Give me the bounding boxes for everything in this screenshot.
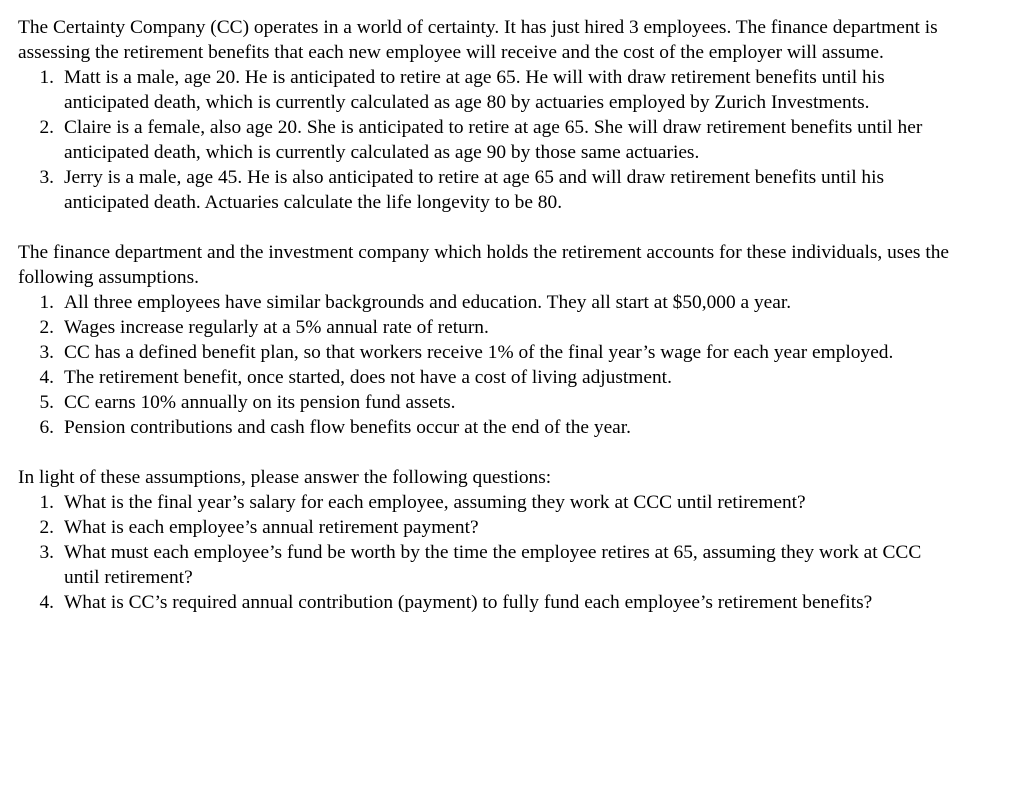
list-number: 3. bbox=[39, 542, 54, 563]
spacer bbox=[18, 215, 950, 240]
list-item bbox=[18, 115, 950, 165]
list-item-text: The retirement benefit, once started, does not have a cost of living adjustment. bbox=[64, 367, 672, 388]
list-item bbox=[18, 415, 950, 440]
list-number: 2. bbox=[39, 517, 54, 538]
list-item-text: What is the final year’s salary for each employee, assuming they work at CCC until retirement? bbox=[64, 492, 806, 513]
list-item bbox=[18, 490, 950, 515]
list-number: 6. bbox=[39, 417, 54, 438]
list-item-text: Matt is a male, age 20. He is anticipated to retire at age 65. He will with draw retirement benefits until his anticipated death, which is currently calculated as age 80 by actuaries employed by Zurich Investments. bbox=[64, 67, 885, 113]
list-item bbox=[18, 540, 950, 590]
list-item bbox=[18, 290, 950, 315]
list-item-text: CC earns 10% annually on its pension fund assets. bbox=[64, 392, 456, 413]
list-number: 1. bbox=[39, 292, 54, 313]
list-item-text: What is CC’s required annual contribution (payment) to fully fund each employee’s retirement benefits? bbox=[64, 592, 873, 613]
list-item bbox=[18, 165, 950, 215]
intro-paragraph: The Certainty Company (CC) operates in a world of certainty. It has just hired 3 employees. The finance department is assessing the retirement benefits that each new employee will receive and the cost of the employer will assume. bbox=[18, 17, 938, 63]
list-item-text: Jerry is a male, age 45. He is also anticipated to retire at age 65 and will draw retirement benefits until his anticipated death. Actuaries calculate the life longevity to be 80. bbox=[64, 167, 885, 213]
list-item-text: Wages increase regularly at a 5% annual rate of return. bbox=[64, 317, 489, 338]
spacer bbox=[18, 440, 950, 465]
list-item bbox=[18, 365, 950, 390]
list-item-text: All three employees have similar backgrounds and education. They all start at $50,000 a year. bbox=[64, 292, 792, 313]
list-item bbox=[18, 590, 950, 615]
list-item-text: CC has a defined benefit plan, so that workers receive 1% of the final year’s wage for each year employed. bbox=[64, 342, 894, 363]
list-item-text: What is each employee’s annual retirement payment? bbox=[64, 517, 479, 538]
list-item bbox=[18, 65, 950, 115]
list-number: 2. bbox=[39, 117, 54, 138]
list-item-text: What must each employee’s fund be worth by the time the employee retires at 65, assuming they work at CCC until retirement? bbox=[64, 542, 922, 588]
list-item-text: Pension contributions and cash flow benefits occur at the end of the year. bbox=[64, 417, 632, 438]
list-number: 4. bbox=[39, 592, 54, 613]
questions-paragraph: In light of these assumptions, please answer the following questions: bbox=[18, 467, 552, 488]
questions-list bbox=[18, 490, 950, 615]
list-number: 1. bbox=[39, 492, 54, 513]
list-item bbox=[18, 340, 950, 365]
document bbox=[18, 15, 950, 615]
list-item bbox=[18, 315, 950, 340]
employee-list bbox=[18, 65, 950, 215]
list-number: 3. bbox=[39, 167, 54, 188]
list-number: 2. bbox=[39, 317, 54, 338]
assumptions-list bbox=[18, 290, 950, 440]
list-number: 3. bbox=[39, 342, 54, 363]
list-item-text: Claire is a female, also age 20. She is anticipated to retire at age 65. She will draw retirement benefits until her anticipated death, which is currently calculated as age 90 by those same actuaries. bbox=[64, 117, 923, 163]
assumptions-paragraph: The finance department and the investment company which holds the retirement accounts for these individuals, uses the following assumptions. bbox=[18, 242, 950, 288]
list-number: 4. bbox=[39, 367, 54, 388]
list-item bbox=[18, 515, 950, 540]
list-number: 5. bbox=[39, 392, 54, 413]
list-item bbox=[18, 390, 950, 415]
list-number: 1. bbox=[39, 67, 54, 88]
